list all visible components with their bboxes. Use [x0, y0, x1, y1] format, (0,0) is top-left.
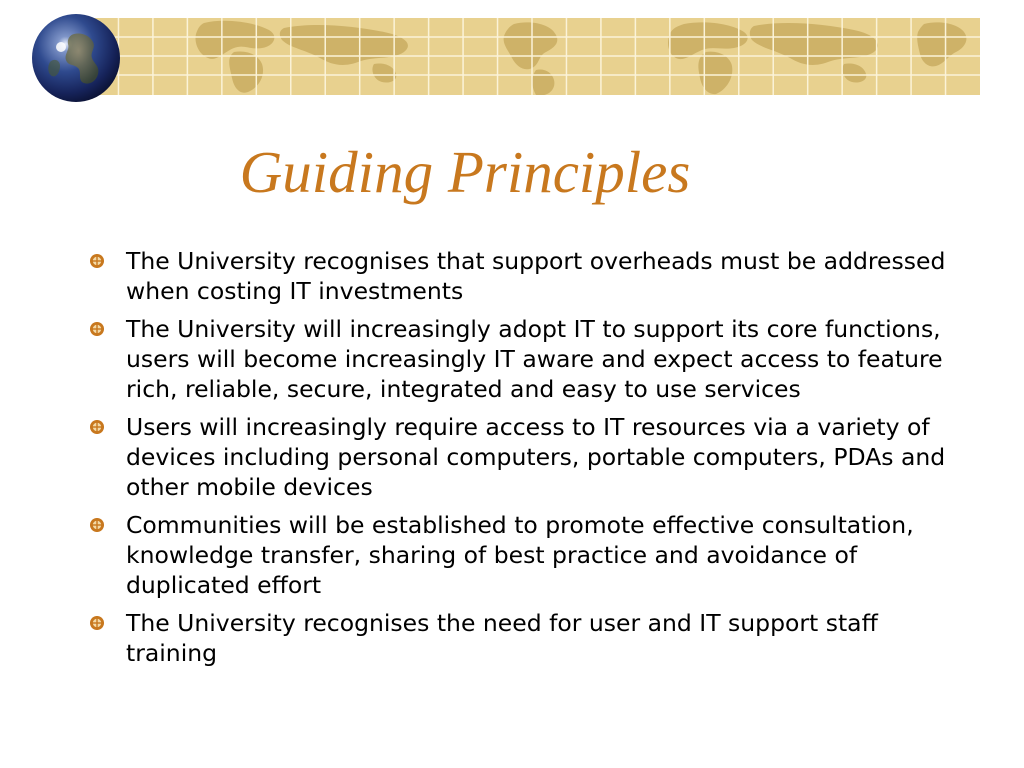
- bullet-icon: [89, 321, 105, 337]
- bullet-text: Communities will be established to promote effective consultation, knowledge transfer, sharing of best practice and avoidance of duplicated effort: [126, 511, 914, 599]
- bullet-text: Users will increasingly require access to IT resources via a variety of devices including personal computers, portable computers, PDAs and other mobile devices: [126, 413, 946, 501]
- bullet-text: The University recognises that support overheads must be addressed when costing IT investments: [126, 247, 946, 305]
- bullet-item: [86, 412, 956, 502]
- bullet-icon: [89, 615, 105, 631]
- slide-title: Guiding Principles: [239, 139, 691, 205]
- bullet-list: [86, 246, 956, 676]
- bullet-item: [86, 608, 956, 668]
- bullet-icon: [89, 253, 105, 269]
- world-map-image: [84, 18, 980, 95]
- bullet-item: [86, 246, 956, 306]
- bullet-text: The University recognises the need for user and IT support staff training: [126, 609, 878, 667]
- bullet-item: [86, 510, 956, 600]
- bullet-icon: [89, 419, 105, 435]
- globe-icon: [30, 12, 122, 104]
- bullet-item: [86, 314, 956, 404]
- bullet-text: The University will increasingly adopt IT to support its core functions, users will become increasingly IT aware and expect access to feature rich, reliable, secure, integrated and easy to use services: [126, 315, 943, 403]
- bullet-icon: [89, 517, 105, 533]
- world-map-banner: [84, 18, 980, 95]
